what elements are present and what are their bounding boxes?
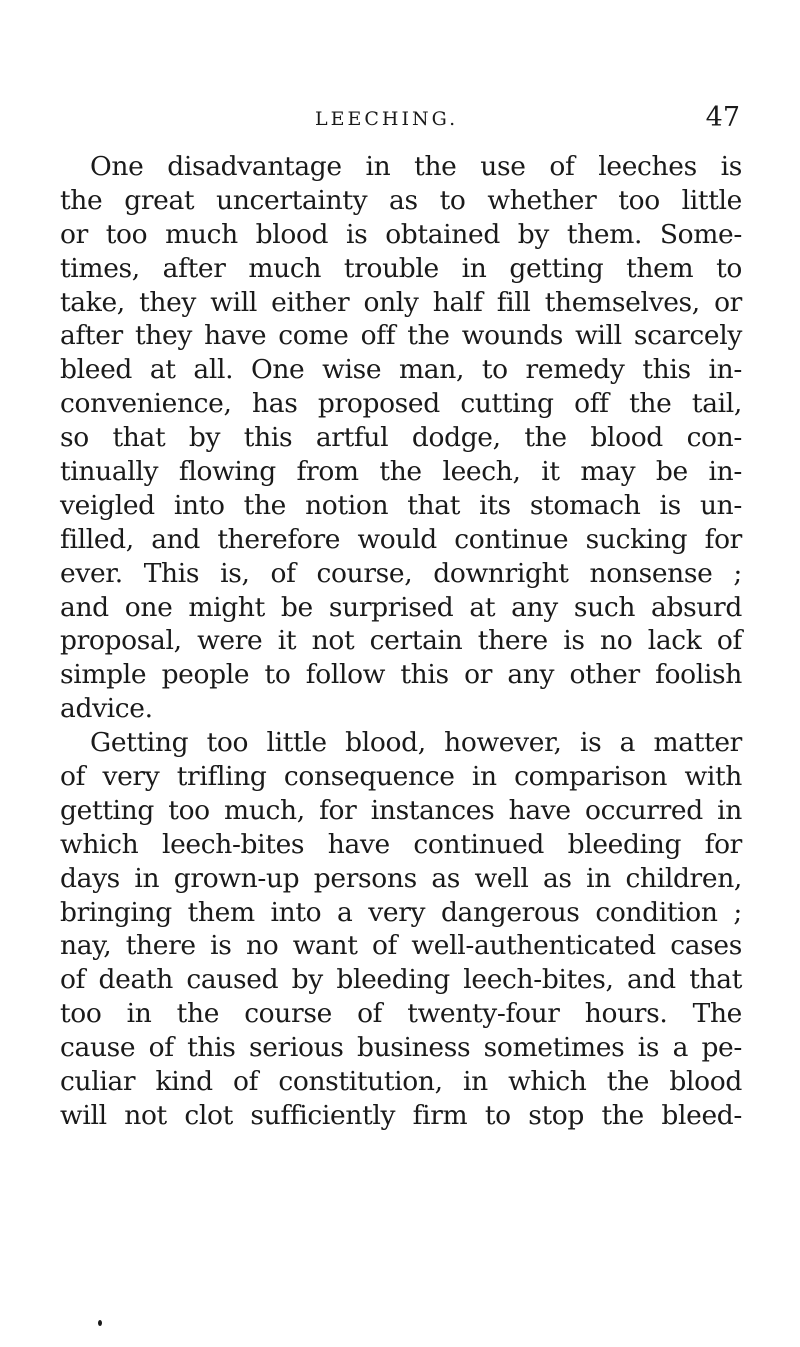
text-line: after they have come off the wounds will scarcely — [60, 320, 742, 352]
text-line: will not clot sufficiently firm to stop the bleed- — [60, 1099, 742, 1131]
text-line: bleed at all. One wise man, to remedy this in- — [60, 354, 742, 386]
text-line: and one might be surprised at any such absurd — [60, 591, 742, 623]
running-head — [60, 102, 740, 142]
body-text — [60, 150, 742, 1133]
text-line: tinually flowing from the leech, it may be in- — [60, 456, 742, 488]
text-line: times, after much trouble in getting them to — [60, 252, 742, 284]
text-line: proposal, were it not certain there is no lack of — [60, 625, 742, 657]
text-line: advice. — [60, 693, 153, 725]
text-line: which leech-bites have continued bleeding for — [60, 828, 742, 860]
text-line: take, they will either only half fill themselves, or — [60, 286, 742, 318]
text-line: culiar kind of constitution, in which the blood — [60, 1066, 742, 1098]
text-line: too in the course of twenty-four hours. The — [60, 998, 742, 1030]
text-line: cause of this serious business sometimes is a pe- — [60, 1032, 742, 1064]
running-title: LEECHING. — [315, 108, 459, 130]
text-line: days in grown-up persons as well as in children, — [60, 862, 742, 894]
text-line: convenience, has proposed cutting off the tail, — [60, 388, 742, 420]
text-line: the great uncertainty as to whether too little — [60, 184, 742, 216]
text-line: Getting too little blood, however, is a matter — [90, 727, 742, 759]
ink-speck — [98, 1320, 102, 1326]
text-line: simple people to follow this or any other foolish — [60, 659, 742, 691]
text-line: getting too much, for instances have occurred in — [60, 794, 742, 826]
text-line: nay, there is no want of well-authenticated cases — [60, 930, 742, 962]
text-line: of very trifling consequence in comparison with — [60, 761, 742, 793]
text-line: or too much blood is obtained by them. Some- — [60, 218, 742, 250]
text-line: bringing them into a very dangerous condition ; — [60, 896, 742, 928]
text-line: of death caused by bleeding leech-bites, and that — [60, 964, 742, 996]
text-line: One disadvantage in the use of leeches is — [90, 151, 742, 182]
page-number: 47 — [705, 102, 740, 133]
text-line: ever. This is, of course, downright nonsense ; — [60, 557, 742, 589]
text-line: filled, and therefore would continue sucking for — [60, 523, 742, 555]
text-line: so that by this artful dodge, the blood con- — [60, 422, 742, 454]
text-line: veigled into the notion that its stomach is un- — [60, 489, 742, 521]
